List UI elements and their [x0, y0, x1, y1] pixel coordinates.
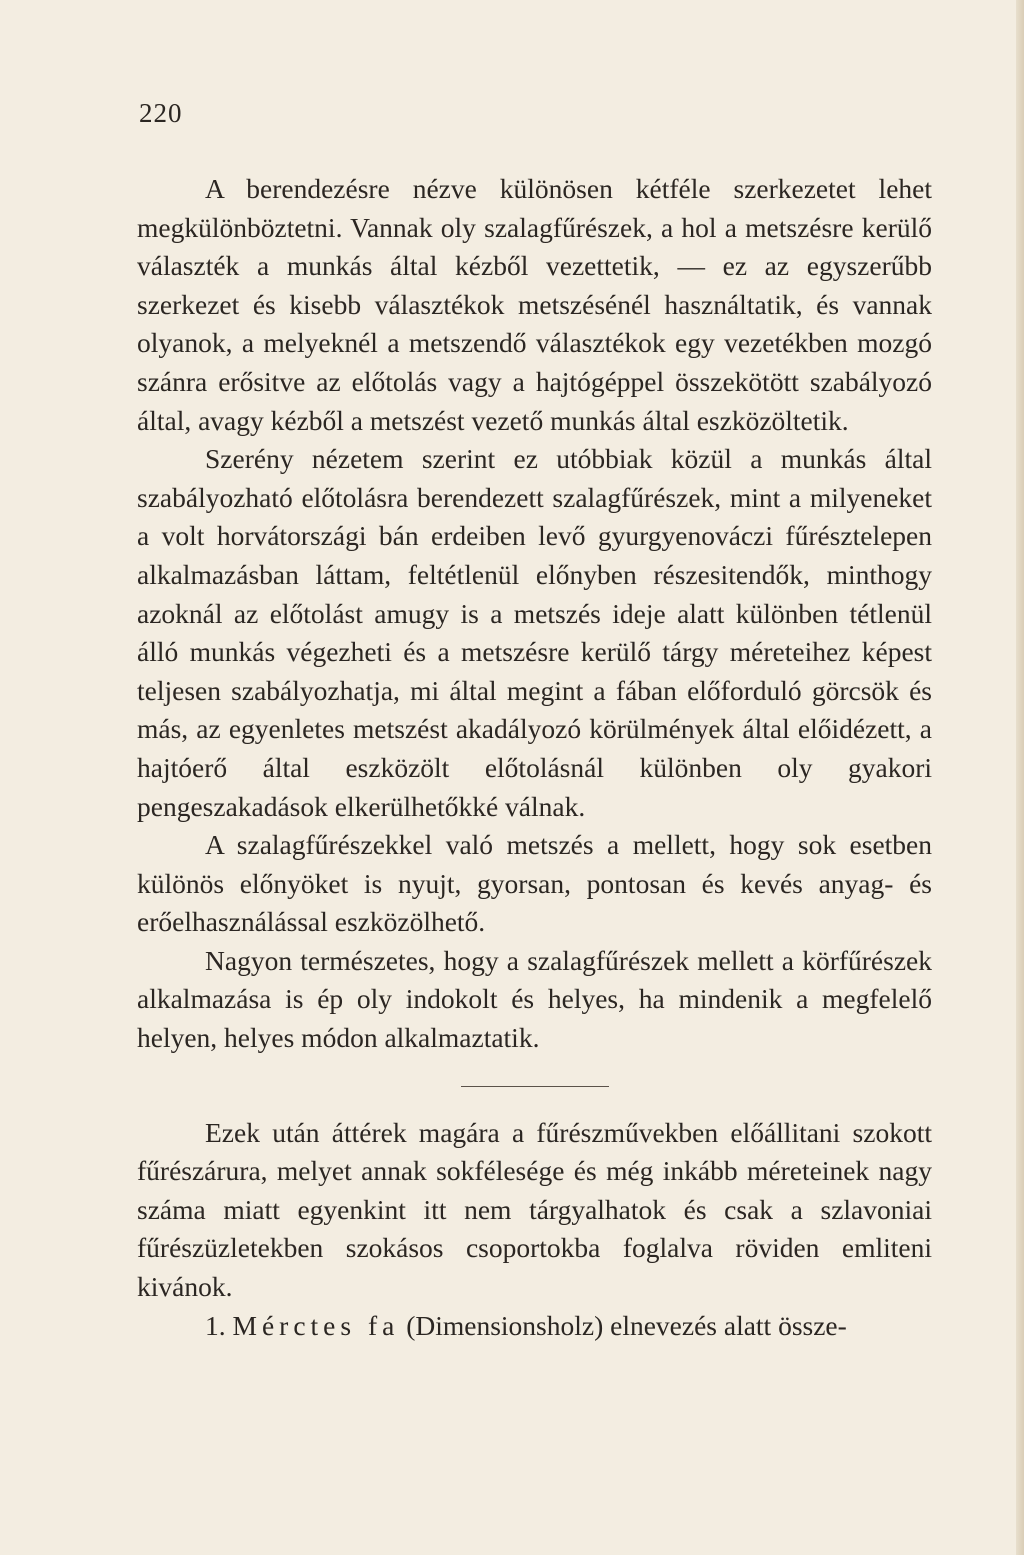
page-edge — [1016, 0, 1024, 1555]
item-text: (Dimensionsholz) elnevezés alatt össze- — [406, 1309, 847, 1341]
body-text — [137, 170, 932, 1345]
numbered-paragraph — [137, 1307, 932, 1346]
paragraph: Ezek után áttérek magára a fűrészművekben előállitani szokott fűrészárura, melyet annak sokfélesége és még inkább méreteinek nagy száma miatt egyenkint itt nem tárgyalhatok és csak a szlavoniai fűrészüzletekben szokásos csoportokba foglalva röviden emliteni kivánok. — [137, 1116, 932, 1303]
paragraph: Szerény nézetem szerint ez utóbbiak közül a munkás által szabályozható előtolásra berendezett szalagfűrészek, mint a milyeneket a volt horvátországi bán erdeiben levő gyurgyenováczi fűrésztelepen alkalmazásban láttam, feltétlenül előnyben részesitendők, minthogy azoknál az előtolást amugy is a metszés ideje alatt különben tétlenül álló munkás végezheti és a metszésre kerülő tárgy méreteihez képest teljesen szabályozhatja, mi által megint a fában előforduló görcsök és más, az egyenletes metszést akadályozó körülmények által előidézett, a hajtóerő által eszközölt előtolásnál különben oly gyakori pengeszakadások elkerülhetőkké válnak. — [137, 443, 932, 822]
page-number: 220 — [139, 98, 183, 128]
item-term: Mérctes fa — [232, 1309, 400, 1341]
item-number: 1. — [205, 1309, 226, 1341]
section-divider — [461, 1086, 609, 1087]
paragraph: A berendezésre nézve különösen kétféle szerkezetet lehet megkülönböztetni. Vannak oly szalagfűrészek, a hol a metszésre kerülő választék a munkás által kézből vezettetik, — ez az egyszerűbb szerkezet és kisebb választékok metszésénél használtatik, és vannak olyanok, a melyeknél a metszendő választékok egy vezetékben mozgó szánra erősitve az előtolás vagy a hajtógéppel összekötött szabályozó által, avagy kézből a metszést vezető munkás által eszközöltetik. — [137, 173, 932, 436]
paragraph: A szalagfűrészekkel való metszés a mellett, hogy sok esetben különös előnyöket is nyujt, gyorsan, pontosan és kevés anyag- és erőelhasználással eszközölhető. — [137, 829, 932, 938]
paragraph: Nagyon természetes, hogy a szalagfűrészek mellett a körfűrészek alkalmazása is ép oly indokolt és helyes, ha mindenik a megfelelő helyen, helyes módon alkalmaztatik. — [137, 944, 932, 1054]
